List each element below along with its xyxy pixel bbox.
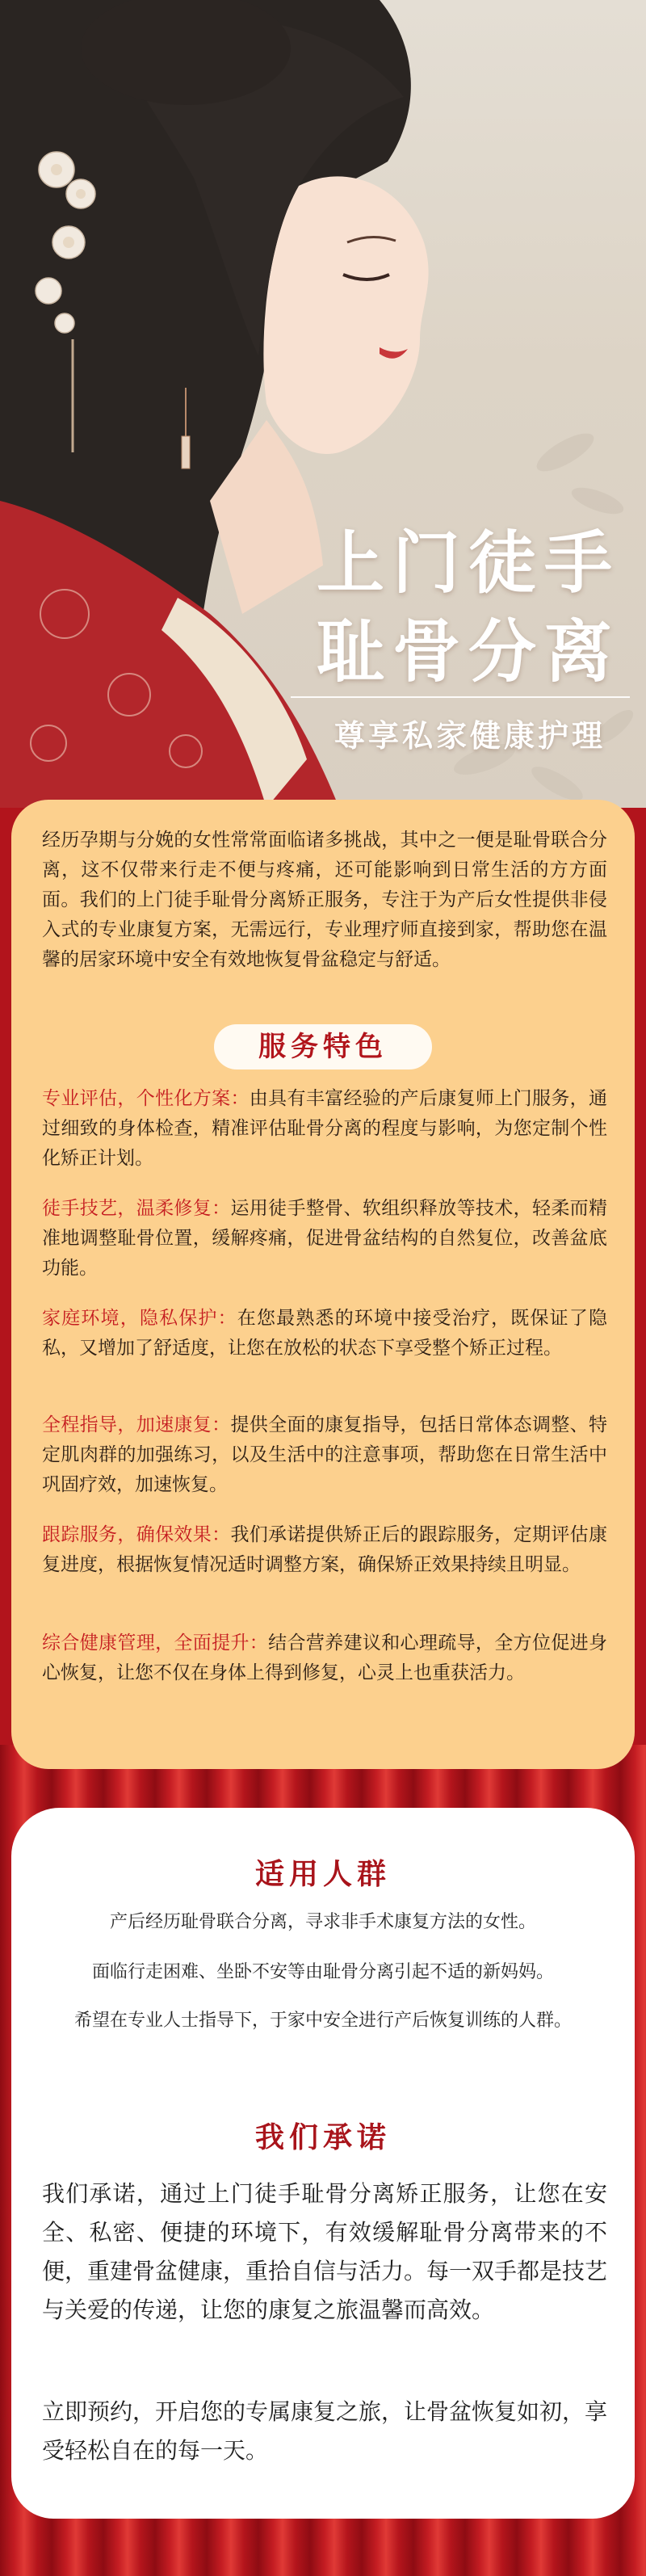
feature-text: 运用徒手整骨、软组织释放等技术，轻柔而精准地调整耻骨位置，缓解疼痛，促进骨盆结构的自然复位，改善盆底功能。 xyxy=(42,1198,608,1279)
promise-heading: 我们承诺 xyxy=(254,2121,391,2154)
feature-title: 专业评估，个性化方案： xyxy=(42,1088,250,1109)
hero-title-line1: 上门徒手 xyxy=(316,523,620,603)
feature-title: 家庭环境，隐私保护： xyxy=(42,1308,237,1329)
promise-paragraph: 我们承诺，通过上门徒手耻骨分离矫正服务，让您在安全、私密、便捷的环境下，有效缓解耻骨分离带来的不便，重建骨盆健康，重拾自信与活力。每一双手都是技艺与关爱的传递，让您的康复之旅温馨而高效。 xyxy=(42,2180,608,2323)
features-heading: 服务特色 xyxy=(214,1024,432,1069)
feature-text: 我们承诺提供矫正后的跟踪服务，定期评估康复进度，根据恢复情况适时调整方案，确保矫正效果持续且明显。 xyxy=(42,1524,608,1575)
title-divider xyxy=(291,696,630,698)
hero-banner xyxy=(0,0,646,808)
hero-subtitle: 尊享私家健康护理 xyxy=(333,718,606,754)
feature-text: 由具有丰富经验的产后康复师上门服务，通过细致的身体检查，精准评估耻骨分离的程度与影响，为您定制个性化矫正计划。 xyxy=(42,1088,608,1169)
feature-title: 跟踪服务，确保效果： xyxy=(42,1524,231,1545)
audience-item: 面临行走困难、坐卧不安等由耻骨分离引起不适的新妈妈。 xyxy=(91,1962,554,1982)
audience-item: 希望在专业人士指导下，于家中安全进行产后恢复训练的人群。 xyxy=(73,2011,572,2031)
feature-title: 综合健康管理，全面提升： xyxy=(42,1633,269,1654)
feature-item xyxy=(42,1084,607,1174)
feature-item xyxy=(42,1410,607,1500)
feature-item xyxy=(42,1628,607,1688)
feature-title: 徒手技艺，温柔修复： xyxy=(42,1198,231,1219)
feature-text: 提供全面的康复指导，包括日常体态调整、特定肌肉群的加强练习，以及生活中的注意事项，帮助您在日常生活中巩固疗效，加速恢复。 xyxy=(42,1414,608,1495)
feature-title: 全程指导，加速康复： xyxy=(42,1414,231,1435)
feature-text: 结合营养建议和心理疏导，全方位促进身心恢复，让您不仅在身体上得到修复，心灵上也重获活力。 xyxy=(42,1633,608,1683)
promise-cta-paragraph: 立即预约，开启您的专属康复之旅，让骨盆恢复如初，享受轻松自在的每一天。 xyxy=(42,2398,608,2464)
feature-item xyxy=(42,1304,607,1364)
audience-item: 产后经历耻骨联合分离，寻求非手术康复方法的女性。 xyxy=(109,1912,536,1932)
feature-item xyxy=(42,1194,607,1284)
hero-title-line2: 耻骨分离 xyxy=(316,612,620,691)
audience-heading: 适用人群 xyxy=(254,1858,391,1891)
feature-item xyxy=(42,1520,607,1580)
intro-paragraph: 经历孕期与分娩的女性常常面临诸多挑战，其中之一便是耻骨联合分离，这不仅带来行走不便与疼痛，还可能影响到日常生活的方方面面。我们的上门徒手耻骨分离矫正服务，专注于为产后女性提供非侵入式的专业康复方案，无需远行，专业理疗师直接到家，帮助您在温馨的居家环境中安全有效地恢复骨盆稳定与舒适。 xyxy=(42,830,607,970)
feature-text: 在您最熟悉的环境中接受治疗，既保证了隐私，又增加了舒适度，让您在放松的状态下享受整个矫正过程。 xyxy=(42,1308,608,1359)
